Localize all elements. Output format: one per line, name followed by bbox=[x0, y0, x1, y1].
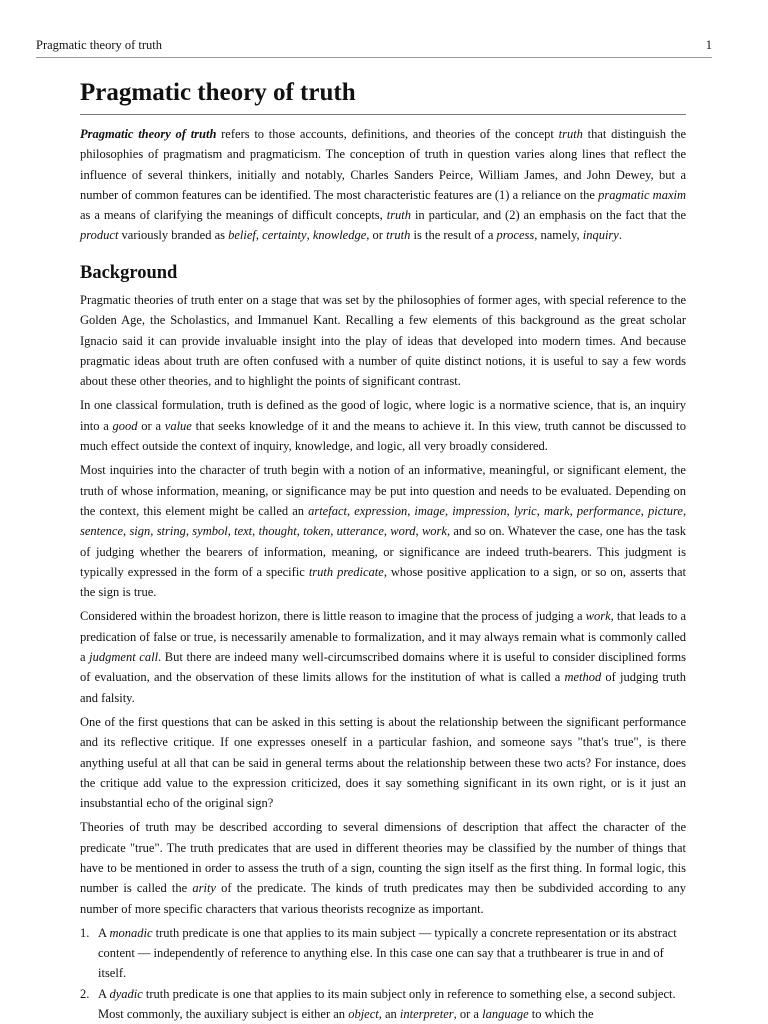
paragraph: Pragmatic theories of truth enter on a stage that was set by the philosophies of former ages, with special reference to the Golden Age, the Scholastics, and Immanuel Kant. Recalling a few elements of this background as the great scholar Ignacio said it can provide invaluable insight into the play of ideas that developed into modern times. And because pragmatic ideas about truth are often confused with a number of quite distinct notions, it is useful to say a few words about these other theories, and to highlight the points of significant contrast. bbox=[80, 292, 686, 389]
page-title: Pragmatic theory of truth bbox=[80, 78, 686, 115]
list-number: 2. bbox=[80, 986, 90, 1001]
list-item bbox=[80, 923, 686, 984]
paragraph: Theories of truth may be described according to several dimensions of description that affect the character of the predicate "true". The truth predicates that are used in different theories may be classified by the number of things that have to be mentioned in order to assess the truth of a sign, counting the sign itself as the first thing. In formal logic, this number is called the arity of the predicate. The kinds of truth predicates may then be subdivided according to any number of more specific characters that various theorists recognize as important. bbox=[80, 820, 686, 916]
paragraph: In one classical formulation, truth is defined as the good of logic, where logic is a normative science, that is, an inquiry into a good or a value that seeks knowledge of it and the means to achieve it. In this view, truth cannot be discussed to much effect outside the context of inquiry, knowledge, and logic, all very broadly considered. bbox=[80, 398, 687, 454]
list-item-text: A dyadic truth predicate is one that applies to its main subject only in reference to something else, a second subject. Most commonly, the auxiliary subject is either an object, an interpreter, or a language to which the bbox=[98, 986, 676, 1022]
paragraph: One of the first questions that can be asked in this setting is about the relationship between the significant performance and its reflective critique. If one expresses oneself in a particular fashion, and someone says "that's true", is there anything useful at all that can be said in general terms about the relationship between these two acts? For instance, does the critique add value to the expression criticized, does it say something significant in its own right, or is it just an insubstantial echo of the original sign? bbox=[80, 714, 686, 811]
paragraph: Most inquiries into the character of truth begin with a notion of an informative, meaningful, or significant element, the truth of whose information, meaning, or significance may be put into question and needs to be evaluated. Depending on the context, this element might be called an artefact, expression, image, impression, lyric, mark, performance, picture, sentence, sign, string, symbol, text, thought, token, utterance, word, work, and so on. Whatever the case, one has the task of judging whether the bearers of information, meaning, or significance are indeed truth-bearers. This judgment is typically expressed in the form of a specific truth predicate, whose positive application to a sign, or so on, asserts that the sign is true. bbox=[80, 463, 687, 600]
running-header bbox=[36, 38, 712, 58]
intro-paragraph: Pragmatic theory of truth refers to those accounts, definitions, and theories of the concept truth that distinguish the philosophies of pragmatism and pragmaticism. The conception of truth in question varies along lines that reflect the influence of several thinkers, initially and notably, Charles Sanders Peirce, William James, and John Dewey, but a number of common features can be identified. The most characteristic features are (1) a reliance on the pragmatic maxim as a means of clarifying the meanings of difficult concepts, truth in particular, and (2) an emphasis on the fact that the product variously branded as belief, certainty, knowledge, or truth is the result of a process, namely, inquiry. bbox=[80, 127, 686, 243]
running-title: Pragmatic theory of truth bbox=[36, 38, 163, 52]
paragraph: Considered within the broadest horizon, there is little reason to imagine that the process of judging a work, that leads to a predication of false or true, is necessarily amenable to formalization, and it may always remain what is commonly called a judgment call. But there are indeed many well-circumscribed domains where it is useful to consider disciplined forms of evaluation, and the observation of these limits allows for the institution of what is called a method of judging truth and falsity. bbox=[80, 609, 686, 705]
list-number: 1. bbox=[80, 925, 90, 940]
section-heading-background: Background bbox=[80, 262, 178, 283]
list-item bbox=[80, 984, 686, 1024]
truth-predicate-list bbox=[80, 923, 686, 1024]
list-item-text: A monadic truth predicate is one that applies to its main subject — typically a concrete representation or its abstract content — independently of reference to anything else. In this case one can say that a truthbearer is true in and of itself. bbox=[98, 925, 677, 981]
page-number: 1 bbox=[705, 38, 712, 52]
article-body bbox=[80, 78, 686, 1024]
